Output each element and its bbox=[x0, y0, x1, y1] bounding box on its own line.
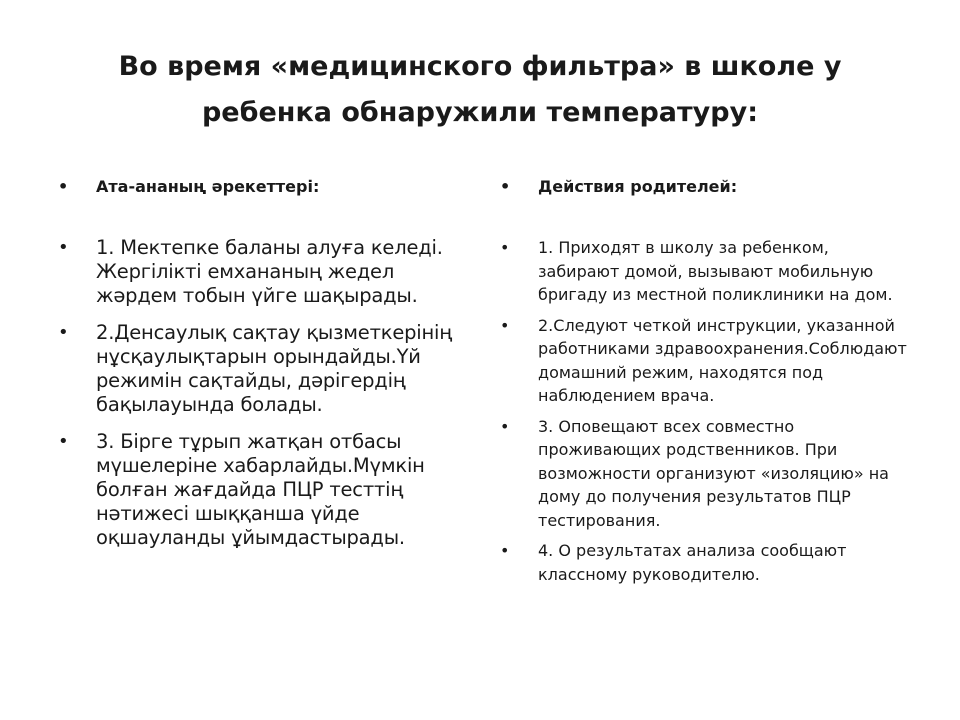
right-list-item-2 bbox=[500, 314, 910, 408]
bullet-icon: • bbox=[500, 238, 510, 257]
right-column bbox=[500, 176, 910, 593]
left-list-item-2 bbox=[58, 321, 458, 417]
left-item-text: 1. Мектепке баланы алуға келеді. Жергілікті емхананың жедел жәрдем тобын үйге шақырады. bbox=[96, 236, 443, 307]
bullet-icon: • bbox=[500, 541, 510, 560]
bullet-icon: • bbox=[500, 315, 510, 335]
right-list-item-4 bbox=[500, 539, 910, 586]
left-item-text: 2.Денсаулық сақтау қызметкерінің нұсқаулықтарын орындайды.Үй режимін сақтайды, дәрігердің бақылауында болады. bbox=[96, 321, 452, 416]
right-item-text: 3. Оповещают всех совместно проживающих родственников. При возможности организуют «изоляцию» на дому до получения результатов ПЦР тестирования. bbox=[538, 416, 889, 530]
bullet-icon: • bbox=[500, 416, 510, 436]
bullet-icon: • bbox=[58, 237, 69, 258]
left-list-item-1 bbox=[58, 236, 458, 308]
right-list-item-3 bbox=[500, 415, 910, 533]
left-heading-text: Ата-ананың әрекеттері: bbox=[96, 177, 320, 196]
right-heading-text: Действия родителей: bbox=[538, 177, 738, 196]
bullet-icon: • bbox=[500, 177, 511, 196]
right-column-heading bbox=[500, 176, 910, 198]
right-item-text: 4. О результатах анализа сообщают классному руководителю. bbox=[538, 541, 847, 584]
left-item-text: 3. Бірге тұрып жатқан отбасы мүшелеріне хабарлайды.Мүмкін болған жағдайда ПЦР тесттің нәтижесі шыққанша үйде оқшауланды ұйымдастырады. bbox=[96, 430, 425, 549]
right-item-text: 1. Приходят в школу за ребенком, забирают домой, вызывают мобильную бригаду из местной поликлиники на дом. bbox=[538, 238, 893, 304]
left-column bbox=[58, 176, 458, 563]
left-list-item-3 bbox=[58, 430, 458, 550]
right-list-item-1 bbox=[500, 236, 910, 307]
slide-title: Во время «медицинского фильтра» в школе у ребенка обнаружили температуру: bbox=[118, 51, 842, 128]
right-item-text: 2.Следуют четкой инструкции, указанной работниками здравоохранения.Соблюдают домашний режим, находятся под наблюдением врача. bbox=[538, 315, 907, 405]
bullet-icon: • bbox=[58, 431, 69, 452]
bullet-icon: • bbox=[58, 322, 69, 343]
left-column-heading bbox=[58, 176, 458, 198]
bullet-icon: • bbox=[58, 177, 69, 196]
